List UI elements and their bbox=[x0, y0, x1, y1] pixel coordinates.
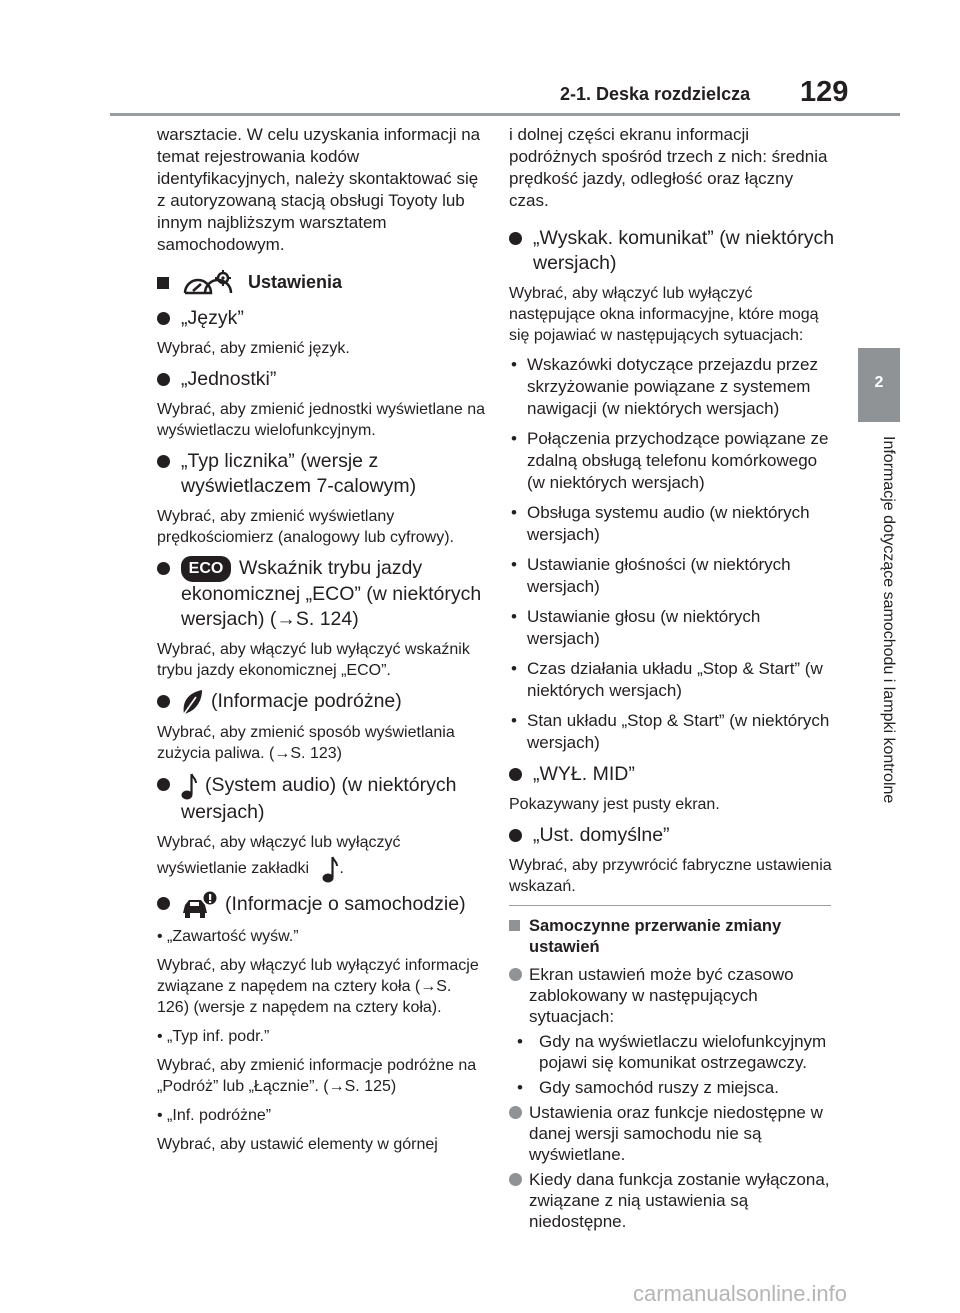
default-desc: Wybrać, aby przywrócić fabryczne ustawienia wskazań. bbox=[509, 857, 832, 895]
mid-off-desc: Pokazywany jest pusty ekran. bbox=[509, 796, 720, 813]
eco-badge-icon: ECO bbox=[181, 556, 231, 582]
eco-desc: Wybrać, aby włączyć lub wyłączyć wskaźnik trybu jazdy ekonomicznej „ECO”. bbox=[157, 641, 470, 680]
note-dot-icon bbox=[509, 1173, 522, 1186]
popup-list bbox=[509, 354, 837, 754]
audio-desc-line2-text: wyświetlanie zakładki bbox=[157, 860, 310, 878]
bullet-dot-icon bbox=[157, 312, 170, 325]
right-intro: i dolnej części ekranu informacji podróżnych spośród trzech z nich: średnia prędkość jazdy, odległość oraz łączny czas. bbox=[509, 125, 828, 210]
default-heading bbox=[509, 823, 837, 848]
sub1-desc: Wybrać, aby włączyć lub wyłączyć informacje związane z napędem na cztery koła (→S. 126) (wersje z napędem na cztery koła). bbox=[157, 957, 479, 1017]
mid-off-heading-text: „WYŁ. MID” bbox=[533, 763, 635, 785]
left-column bbox=[157, 124, 485, 1163]
note-item-1-text: Ekran ustawień może być czasowo zablokowany w następujących sytuacjach: bbox=[529, 965, 794, 1026]
bullet-dot-icon bbox=[157, 562, 170, 575]
trip-heading bbox=[157, 689, 485, 715]
bullet-dot-icon bbox=[157, 897, 170, 910]
header-rule bbox=[110, 113, 900, 116]
leaf-icon bbox=[181, 689, 203, 715]
list-item: • Ustawianie głośności (w niektórych wersjach) bbox=[509, 554, 837, 598]
sub2: • „Typ inf. podr.” bbox=[157, 1028, 270, 1046]
audio-desc-line1: Wybrać, aby włączyć lub wyłączyć bbox=[157, 834, 401, 852]
meter-heading-text: „Typ licznika” (wersje z wyświetlaczem 7-calowym) bbox=[181, 450, 417, 498]
note-dot-icon bbox=[509, 968, 522, 981]
page-number: 129 bbox=[800, 76, 849, 108]
language-heading-text: „Język” bbox=[181, 307, 244, 330]
units-heading bbox=[157, 367, 485, 392]
eco-heading-text: Wskaźnik trybu jazdy ekonomicznej „ECO” (w niektórych wersjach) (→S. 124) bbox=[181, 557, 482, 631]
units-heading-text: „Jednostki” bbox=[181, 368, 277, 391]
units-desc: Wybrać, aby zmienić jednostki wyświetlane na wyświetlaczu wielofunkcyjnym. bbox=[157, 401, 485, 440]
default-heading-text: „Ust. domyślne” bbox=[533, 824, 670, 846]
note-item-3 bbox=[509, 1169, 837, 1232]
bullet-dot-icon bbox=[509, 829, 522, 842]
note-item-1 bbox=[509, 964, 837, 1027]
trip-heading-text: (Informacje podróżne) bbox=[211, 690, 402, 713]
audio-desc-end: . bbox=[339, 860, 344, 878]
sub3-desc: Wybrać, aby ustawić elementy w górnej bbox=[157, 1136, 438, 1154]
bullet-dot-icon bbox=[157, 778, 170, 791]
side-tab[interactable] bbox=[858, 348, 900, 422]
section-square-icon bbox=[157, 277, 169, 289]
note-dot-icon bbox=[509, 1106, 522, 1119]
vehicle-heading bbox=[157, 891, 485, 919]
mid-off-heading bbox=[509, 762, 837, 787]
left-intro: warsztacie. W celu uzyskania informacji na temat rejestrowania kodów identyfikacyjnych, należy skontaktować się z autoryzowaną stacją obsługi Toyoty lub innym najbliższym warsztatem samochodowym. bbox=[157, 125, 481, 254]
language-heading bbox=[157, 306, 485, 331]
note-item-3-text: Kiedy dana funkcja zostanie wyłączona, związane z nią ustawienia są niedostępne. bbox=[529, 1170, 830, 1231]
sub1: • „Zawartość wyśw.” bbox=[157, 928, 299, 946]
note-item-2 bbox=[509, 1102, 837, 1165]
popup-heading bbox=[509, 226, 837, 276]
settings-section-heading bbox=[157, 270, 485, 296]
list-item: • Wskazówki dotyczące przejazdu przez skrzyżowanie powiązane z systemem nawigacji (w niektórych wersjach) bbox=[509, 354, 837, 420]
note-bullet: • Gdy na wyświetlaczu wielofunkcyjnym pojawi się komunikat ostrzegawczy. bbox=[509, 1031, 837, 1073]
note-heading-text: Samoczynne przerwanie zmiany ustawień bbox=[529, 917, 782, 956]
side-tab-number: 2 bbox=[874, 374, 884, 391]
right-column bbox=[509, 124, 837, 1236]
car-info-icon bbox=[181, 891, 217, 919]
list-item: • Połączenia przychodzące powiązane ze zdalną obsługą telefonu komórkowego (w niektórych wersjach) bbox=[509, 428, 837, 494]
note-item-2-text: Ustawienia oraz funkcje niedostępne w danej wersji samochodu nie są wyświetlane. bbox=[529, 1103, 823, 1164]
watermark: carmanualsonline.info bbox=[633, 1281, 848, 1306]
list-item: • Czas działania układu „Stop & Start” (w niektórych wersjach) bbox=[509, 658, 837, 702]
bullet-dot-icon bbox=[157, 373, 170, 386]
bullet-dot-icon bbox=[509, 768, 522, 781]
gauge-gear-icon bbox=[181, 270, 235, 296]
sub2-desc: Wybrać, aby zmienić informacje podróżne na „Podróż” lub „Łącznie”. (→S. 125) bbox=[157, 1057, 477, 1096]
audio-heading-text: (System audio) (w niektórych wersjach) bbox=[181, 774, 457, 824]
list-item: • Ustawianie głosu (w niektórych wersjach) bbox=[509, 606, 837, 650]
note-bullet: • Gdy samochód ruszy z miejsca. bbox=[509, 1077, 837, 1098]
list-item: • Obsługa systemu audio (w niektórych wersjach) bbox=[509, 502, 837, 546]
language-desc: Wybrać, aby zmienić język. bbox=[157, 340, 350, 358]
popup-desc: Wybrać, aby włączyć lub wyłączyć następujące okna informacyjne, które mogą się pojawiać w następujących sytuacjach: bbox=[509, 285, 819, 344]
sub3: • „Inf. podróżne” bbox=[157, 1107, 272, 1125]
bullet-dot-icon bbox=[157, 455, 170, 468]
meter-heading bbox=[157, 449, 485, 499]
meter-desc: Wybrać, aby zmienić wyświetlany prędkościomierz (analogowy lub cyfrowy). bbox=[157, 508, 454, 547]
bullet-dot-icon bbox=[157, 695, 170, 708]
popup-heading-text: „Wyskak. komunikat” (w niektórych wersjach) bbox=[533, 227, 835, 274]
note-square-icon bbox=[509, 920, 520, 931]
side-tab-title: Informacje dotyczące samochodu i lampki kontrolne bbox=[880, 436, 897, 804]
settings-heading-text: Ustawienia bbox=[248, 272, 343, 292]
bullet-dot-icon bbox=[509, 232, 522, 245]
vehicle-heading-text: (Informacje o samochodzie) bbox=[225, 893, 466, 916]
header-section-title: 2-1. Deska rozdzielcza bbox=[560, 84, 751, 104]
music-note-icon bbox=[181, 772, 197, 800]
list-item: • Stan układu „Stop & Start” (w niektórych wersjach) bbox=[509, 710, 837, 754]
audio-desc-line2 bbox=[157, 855, 485, 883]
music-note-icon bbox=[322, 855, 338, 883]
trip-desc: Wybrać, aby zmienić sposób wyświetlania zużycia paliwa. (→S. 123) bbox=[157, 724, 455, 763]
audio-heading bbox=[157, 772, 485, 825]
note-rule bbox=[509, 905, 831, 906]
note-heading bbox=[509, 916, 837, 958]
eco-heading bbox=[157, 556, 485, 632]
